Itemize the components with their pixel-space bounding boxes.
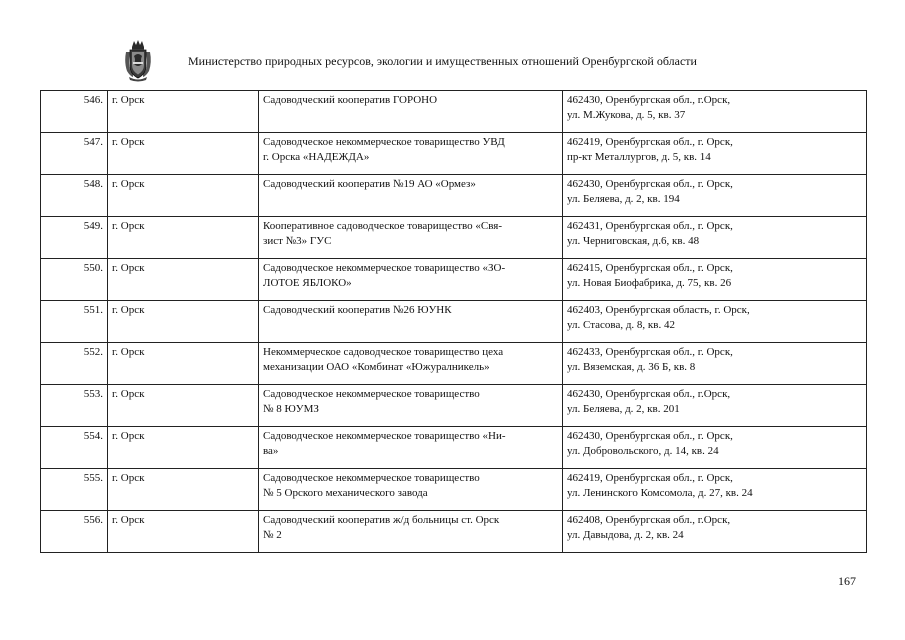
organizations-table	[40, 90, 867, 553]
organization-address-line: 462433, Оренбургская обл., г. Орск,	[567, 346, 733, 358]
organization-address	[563, 259, 867, 301]
row-city: г. Орск	[108, 385, 259, 427]
organization-name	[259, 385, 563, 427]
row-number: 549.	[41, 217, 108, 259]
table-row	[41, 301, 867, 343]
coat-of-arms-icon	[123, 38, 153, 82]
organization-address-line: 462430, Оренбургская обл., г.Орск,	[567, 388, 731, 400]
row-city: г. Орск	[108, 469, 259, 511]
row-number: 556.	[41, 511, 108, 553]
organization-address-line: ул. Беляева, д. 2, кв. 201	[567, 403, 680, 415]
organization-name-line: ЛОТОЕ ЯБЛОКО»	[263, 277, 352, 289]
organization-name-line: Некоммерческое садоводческое товарищество цеха	[263, 346, 504, 358]
row-number: 551.	[41, 301, 108, 343]
row-city: г. Орск	[108, 133, 259, 175]
organization-address	[563, 133, 867, 175]
organization-address-line: ул. Новая Биофабрика, д. 75, кв. 26	[567, 277, 732, 289]
organization-name-line: Кооперативное садоводческое товарищество «Свя-	[263, 220, 502, 232]
row-number: 547.	[41, 133, 108, 175]
organization-name	[259, 343, 563, 385]
row-city: г. Орск	[108, 175, 259, 217]
organization-name	[259, 259, 563, 301]
organization-address-line: 462430, Оренбургская обл., г. Орск,	[567, 178, 733, 190]
row-number: 546.	[41, 91, 108, 133]
table-row	[41, 343, 867, 385]
organization-address-line: ул. Беляева, д. 2, кв. 194	[567, 193, 680, 205]
organization-address-line: 462408, Оренбургская обл., г.Орск,	[567, 514, 731, 526]
organization-name-line: Садоводческое некоммерческое товарищество	[263, 388, 480, 400]
organization-name-line: зист №3» ГУС	[263, 235, 332, 247]
organization-address-line: ул. М.Жукова, д. 5, кв. 37	[567, 109, 686, 121]
organization-name	[259, 175, 563, 217]
row-city: г. Орск	[108, 343, 259, 385]
organization-address-line: ул. Черниговская, д.6, кв. 48	[567, 235, 700, 247]
organization-address-line: 462430, Оренбургская обл., г. Орск,	[567, 430, 733, 442]
organization-name-line: Садоводческий кооператив ГОРОНО	[263, 94, 438, 106]
organization-address	[563, 385, 867, 427]
organization-address	[563, 343, 867, 385]
row-city: г. Орск	[108, 301, 259, 343]
ministry-header: Министерство природных ресурсов, экологии и имущественных отношений Оренбургской области	[188, 54, 697, 68]
row-number: 548.	[41, 175, 108, 217]
organization-name-line: № 5 Орского механического завода	[263, 487, 428, 499]
organization-address-line: 462403, Оренбургская область, г. Орск,	[567, 304, 750, 316]
row-city: г. Орск	[108, 91, 259, 133]
organization-name	[259, 133, 563, 175]
organization-name-line: Садоводческий кооператив №26 ЮУНК	[263, 304, 452, 316]
row-city: г. Орск	[108, 259, 259, 301]
organization-name	[259, 469, 563, 511]
organization-name-line: Садоводческий кооператив №19 АО «Ормез»	[263, 178, 476, 190]
row-number: 553.	[41, 385, 108, 427]
table-row	[41, 469, 867, 511]
organization-name	[259, 91, 563, 133]
organization-name-line: механизации ОАО «Комбинат «Южуралникель»	[263, 361, 490, 373]
row-number: 552.	[41, 343, 108, 385]
table-row	[41, 511, 867, 553]
table-row	[41, 427, 867, 469]
organization-address	[563, 91, 867, 133]
organization-address-line: ул. Стасова, д. 8, кв. 42	[567, 319, 675, 331]
organization-name-line: Садоводческий кооператив ж/д больницы ст. Орск	[263, 514, 500, 526]
organization-name	[259, 301, 563, 343]
organization-name	[259, 217, 563, 259]
organization-name-line: № 8 ЮУМЗ	[263, 403, 319, 415]
row-number: 554.	[41, 427, 108, 469]
row-number: 555.	[41, 469, 108, 511]
organization-address	[563, 301, 867, 343]
organization-address	[563, 175, 867, 217]
organization-name-line: № 2	[263, 529, 282, 541]
row-city: г. Орск	[108, 511, 259, 553]
table-row	[41, 259, 867, 301]
table-row	[41, 91, 867, 133]
table-row	[41, 133, 867, 175]
organization-address	[563, 511, 867, 553]
organization-address	[563, 427, 867, 469]
organization-address-line: 462431, Оренбургская обл., г. Орск,	[567, 220, 733, 232]
table-row	[41, 385, 867, 427]
organization-address	[563, 217, 867, 259]
organization-address-line: 462430, Оренбургская обл., г.Орск,	[567, 94, 731, 106]
table-row	[41, 217, 867, 259]
organization-address-line: ул. Ленинского Комсомола, д. 27, кв. 24	[567, 487, 753, 499]
organization-name-line: Садоводческое некоммерческое товарищество	[263, 472, 480, 484]
organization-address-line: 462419, Оренбургская обл., г. Орск,	[567, 472, 733, 484]
organization-address-line: пр-кт Металлургов, д. 5, кв. 14	[567, 151, 711, 163]
organization-address-line: ул. Давыдова, д. 2, кв. 24	[567, 529, 684, 541]
organization-name-line: г. Орска «НАДЕЖДА»	[263, 151, 370, 163]
organization-address	[563, 469, 867, 511]
row-city: г. Орск	[108, 427, 259, 469]
organization-name-line: ва»	[263, 445, 279, 457]
table-row	[41, 175, 867, 217]
page-number: 167	[838, 574, 856, 588]
organization-address-line: ул. Вяземская, д. 36 Б, кв. 8	[567, 361, 696, 373]
organization-name-line: Садоводческое некоммерческое товарищество УВД	[263, 136, 505, 148]
organization-name-line: Садоводческое некоммерческое товарищество «Ни-	[263, 430, 506, 442]
organization-address-line: ул. Добровольского, д. 14, кв. 24	[567, 445, 719, 457]
organization-name	[259, 511, 563, 553]
organization-name	[259, 427, 563, 469]
organization-name-line: Садоводческое некоммерческое товарищество «ЗО-	[263, 262, 506, 274]
organization-address-line: 462415, Оренбургская обл., г. Орск,	[567, 262, 733, 274]
row-city: г. Орск	[108, 217, 259, 259]
row-number: 550.	[41, 259, 108, 301]
organization-address-line: 462419, Оренбургская обл., г. Орск,	[567, 136, 733, 148]
